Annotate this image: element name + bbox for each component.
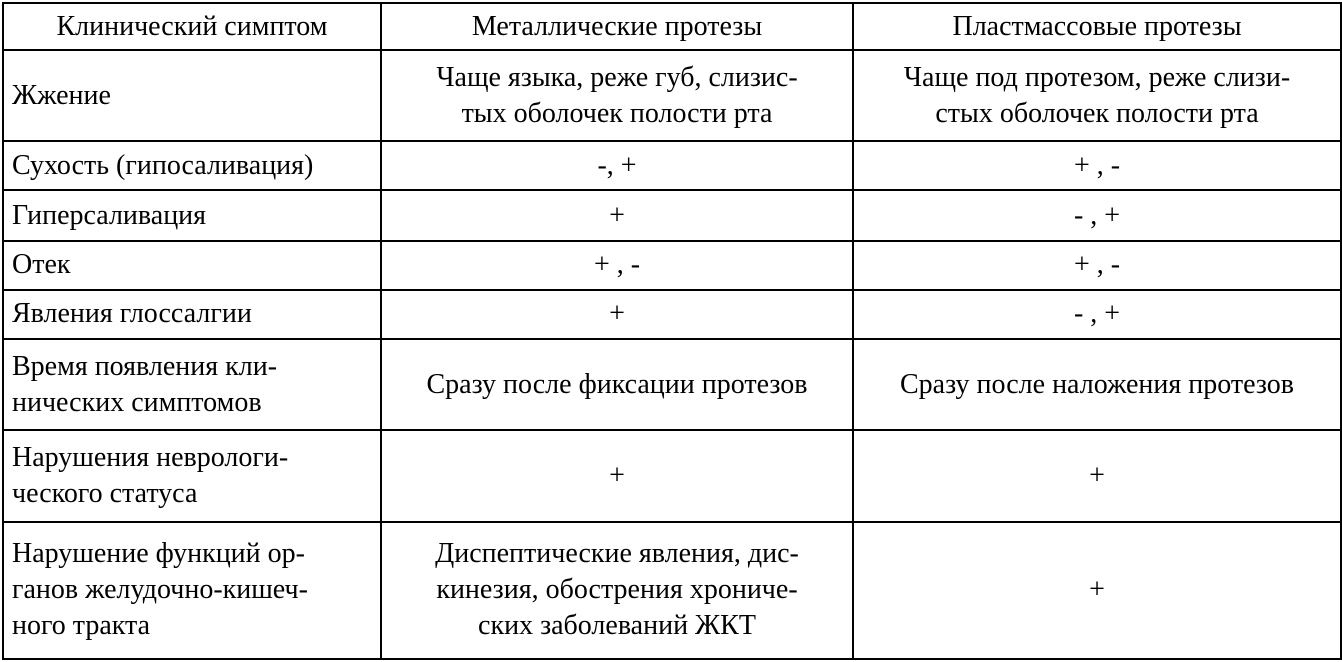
table-row (3, 290, 1341, 339)
symptom-comparison-table (2, 2, 1342, 660)
metal-cell: Чаще языка, реже губ, слизис- тых оболочек полости рта (381, 50, 853, 141)
table-row (3, 522, 1341, 659)
header-plastic-prostheses: Пластмассовые протезы (853, 3, 1341, 50)
table-row (3, 141, 1341, 190)
metal-cell: + (381, 290, 853, 339)
symptom-cell: Гиперсаливация (3, 190, 381, 240)
metal-cell: + (381, 430, 853, 521)
plastic-cell: + (853, 522, 1341, 659)
metal-cell: + (381, 190, 853, 240)
symptom-cell: Сухость (гипосаливация) (3, 141, 381, 190)
header-clinical-symptom: Клинический симптом (3, 3, 381, 50)
symptom-cell: Время появления кли- нических симптомов (3, 339, 381, 430)
plastic-cell: + , - (853, 141, 1341, 190)
table-row (3, 339, 1341, 430)
plastic-cell: Чаще под протезом, реже слизи- стых оболочек полости рта (853, 50, 1341, 141)
table-row (3, 50, 1341, 141)
plastic-cell: + (853, 430, 1341, 521)
metal-cell: + , - (381, 241, 853, 290)
header-row (3, 3, 1341, 50)
symptom-cell: Нарушения неврологи- ческого статуса (3, 430, 381, 521)
symptom-cell: Нарушение функций ор- ганов желудочно-кишеч- ного тракта (3, 522, 381, 659)
table-row (3, 430, 1341, 521)
plastic-cell: - , + (853, 290, 1341, 339)
table-row (3, 241, 1341, 290)
plastic-cell: Сразу после наложения протезов (853, 339, 1341, 430)
plastic-cell: - , + (853, 190, 1341, 240)
symptom-cell: Отек (3, 241, 381, 290)
metal-cell: Сразу после фиксации протезов (381, 339, 853, 430)
metal-cell: Диспептические явления, дис- кинезия, обострения хрониче- ских заболеваний ЖКТ (381, 522, 853, 659)
symptom-cell: Жжение (3, 50, 381, 141)
table-row (3, 190, 1341, 240)
symptom-cell: Явления глоссалгии (3, 290, 381, 339)
metal-cell: -, + (381, 141, 853, 190)
header-metal-prostheses: Металлические протезы (381, 3, 853, 50)
plastic-cell: + , - (853, 241, 1341, 290)
